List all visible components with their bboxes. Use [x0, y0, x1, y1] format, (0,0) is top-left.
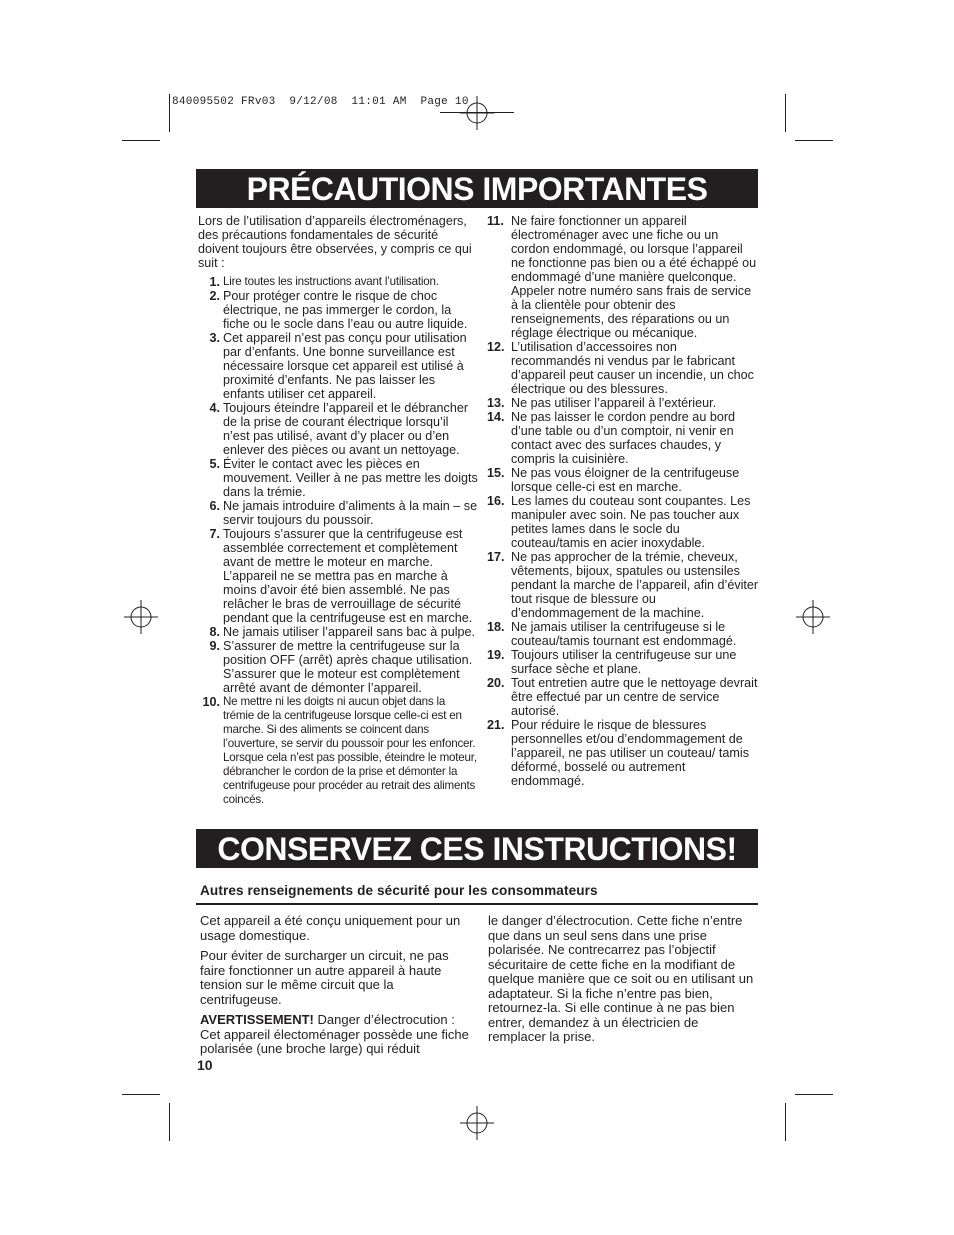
item-text: Cet appareil n’est pas conçu pour utilisation par d’enfants. Une bonne surveillance est nécessaire lorsque cet appareil est utilisé à proximité d’enfants. Ne pas laisser les enfants utiliser cet appareil. [223, 331, 467, 401]
list-item [198, 331, 478, 401]
item-text: Les lames du couteau sont coupantes. Les manipuler avec soin. Ne pas toucher aux petites lames dans le socle du couteau/tamis en acier inoxydable. [511, 494, 751, 550]
warning-paragraph [200, 1013, 475, 1057]
item-text: Ne jamais utiliser la centrifugeuse si le couteau/tamis tournant est endommagé. [511, 620, 737, 648]
item-number: 12. [487, 340, 505, 354]
consumer-info-left [200, 914, 475, 1063]
printer-slug: 840095502 FRv03 9/12/08 11:01 AM Page 10 [172, 96, 469, 108]
list-item [198, 695, 478, 807]
item-number: 7. [209, 527, 220, 541]
item-number: 17. [487, 550, 505, 564]
item-text: Ne pas vous éloigner de la centrifugeuse lorsque celle-ci est en marche. [511, 466, 740, 494]
item-text: Pour protéger contre le risque de choc électrique, ne pas immerger le cordon, la fiche ou le socle dans l’eau ou autre liquide. [223, 289, 468, 331]
item-number: 18. [487, 620, 505, 634]
item-text: Lire toutes les instructions avant l’utilisation. [223, 275, 439, 288]
section-heading: Autres renseignements de sécurité pour les consommateurs [200, 883, 598, 898]
crop-mark [785, 94, 786, 132]
registration-mark-icon [796, 600, 830, 634]
item-number: 11. [487, 214, 504, 228]
item-text: Éviter le contact avec les pièces en mouvement. Veiller à ne pas mettre les doigts dans la trémie. [223, 457, 478, 499]
item-text: Ne mettre ni les doigts ni aucun objet dans la trémie de la centrifugeuse lorsque celle-ci est en marche. Si des aliments se coincent dans l’ouverture, se servir du poussoir pour les enfoncer. Lorsque cela n’est pas possible, éteindre le moteur, débrancher le cordon de la prise et démonter la centrifugeuse pour procéder au retrait des aliments coincés. [223, 695, 477, 806]
crop-mark [169, 94, 170, 132]
list-item [198, 625, 478, 639]
warning-label: AVERTISSEMENT! [200, 1012, 314, 1027]
list-item [198, 457, 478, 499]
list-item [487, 550, 759, 620]
list-item [487, 340, 759, 396]
item-number: 21. [487, 718, 505, 732]
item-text: Toujours utiliser la centrifugeuse sur une surface sèche et plane. [511, 648, 737, 676]
list-item [487, 620, 759, 648]
list-item [487, 718, 759, 788]
section-divider [196, 903, 758, 905]
item-number: 16. [487, 494, 505, 508]
crop-mark [169, 1103, 170, 1141]
item-number: 14. [487, 410, 505, 424]
item-number: 1. [209, 275, 220, 289]
item-text: Ne jamais introduire d’aliments à la main – se servir toujours du poussoir. [223, 499, 478, 527]
item-number: 8. [209, 625, 220, 639]
intro-paragraph: Lors de l’utilisation d’appareils électroménagers, des précautions fondamentales de sécurité doivent toujours être observées, y compris ce qui suit : [198, 214, 472, 270]
list-item [487, 466, 759, 494]
item-number: 3. [209, 331, 220, 345]
safety-list-left [198, 214, 478, 807]
item-number: 20. [487, 676, 505, 690]
item-text: S’assurer de mettre la centrifugeuse sur la position OFF (arrêt) après chaque utilisation. S’assurer que le moteur est complètement arrêté avant de démonter l’appareil. [223, 639, 473, 695]
item-number: 4. [209, 401, 220, 415]
item-text: Ne jamais utiliser l’appareil sans bac à pulpe. [223, 625, 476, 639]
registration-mark-icon [460, 96, 494, 130]
item-number: 15. [487, 466, 505, 480]
item-number: 13. [487, 396, 505, 410]
item-text: Ne faire fonctionner un appareil électroménager avec une fiche ou un cordon endommagé, ou lorsque l’appareil ne fonctionne pas bien ou a été échappé ou endommagé d’une manière quelconque. Appeler notre numéro sans frais de service à la clientèle pour obtenir des renseignements, des réparations ou un réglage électrique ou mécanique. [511, 214, 757, 340]
list-item [198, 639, 478, 695]
crop-mark [122, 1094, 160, 1095]
list-item [198, 289, 478, 331]
item-text: Ne pas utiliser l’appareil à l’extérieur. [511, 396, 717, 410]
list-item [487, 410, 759, 466]
item-text: L’utilisation d’accessoires non recommandés ni vendus par le fabricant d’appareil peut causer un incendie, un choc électrique ou des blessures. [511, 340, 754, 396]
item-text: Toujours éteindre l’appareil et le débrancher de la prise de courant électrique lorsqu’il n’est pas utilisé, avant d’y placer ou d’en enlever des pièces ou avant un nettoyage. [223, 401, 469, 457]
list-item [487, 396, 759, 410]
list-item [198, 275, 478, 289]
consumer-info-right [488, 914, 754, 1051]
crop-mark [785, 1103, 786, 1141]
numbered-list [198, 275, 478, 807]
list-item [487, 676, 759, 718]
item-text: Ne pas laisser le cordon pendre au bord d’une table ou d’un comptoir, ni venir en contact avec des surfaces chaudes, y compris la cuisinière. [511, 410, 736, 466]
item-number: 19. [487, 648, 505, 662]
item-number: 9. [209, 639, 220, 653]
save-instructions-banner: CONSERVEZ CES INSTRUCTIONS! [196, 829, 758, 868]
safety-list-right [487, 214, 759, 788]
list-item [198, 401, 478, 457]
paragraph: Cet appareil a été conçu uniquement pour un usage domestique. [200, 913, 461, 943]
item-number: 2. [209, 289, 220, 303]
item-text: Pour réduire le risque de blessures personnelles et/ou d’endommagement de l’appareil, ne pas utiliser un couteau/ tamis déformé, bosselé ou autrement endommagé. [511, 718, 750, 788]
item-text: Tout entretien autre que le nettoyage devrait être effectué par un centre de service autorisé. [511, 676, 758, 718]
crop-mark [795, 140, 833, 141]
registration-mark-icon [460, 1106, 494, 1140]
item-text: Toujours s’assurer que la centrifugeuse est assemblée correctement et complètement avant de mettre le moteur en marche. L’appareil ne se mettra pas en marche à moins d’avoir été bien assemblé. Ne pas relâcher le bras de verrouillage de sécurité pendant que la centrifugeuse est en marche. [223, 527, 473, 625]
list-item [198, 499, 478, 527]
numbered-list [487, 214, 759, 788]
registration-mark-icon [124, 600, 158, 634]
page-title: PRÉCAUTIONS IMPORTANTES [196, 169, 758, 208]
list-item [198, 527, 478, 625]
list-item [487, 214, 759, 340]
crop-mark [795, 1094, 833, 1095]
crop-mark [122, 140, 160, 141]
item-number: 6. [209, 499, 220, 513]
page-number: 10 [197, 1057, 213, 1073]
paragraph: Pour éviter de surcharger un circuit, ne pas faire fonctionner un autre appareil à haute tension sur le même circuit que la centrifugeuse. [200, 948, 449, 1007]
item-number: 5. [209, 457, 220, 471]
item-number: 10. [202, 695, 220, 709]
list-item [487, 648, 759, 676]
warning-text: Danger d’électrocution : Cet appareil électoménager possède une fiche polarisée (une broche large) qui réduit [200, 1012, 469, 1056]
item-text: Ne pas approcher de la trémie, cheveux, vêtements, bijoux, spatules ou ustensiles pendant la marche de l’appareil, afin d’éviter tout risque de blessure ou d’endommagement de la machine. [511, 550, 759, 620]
list-item [487, 494, 759, 550]
paragraph: le danger d’électrocution. Cette fiche n’entre que dans un seul sens dans une prise polarisée. Ne contrecarrez pas l’objectif sécuritaire de cette fiche en la modifiant de quelque manière que ce soit ou en utilisant un adaptateur. Si la fiche n’entre pas bien, retournez-la. Si elle continue à ne pas bien entrer, demandez à un électricien de remplacer la prise. [488, 913, 754, 1044]
